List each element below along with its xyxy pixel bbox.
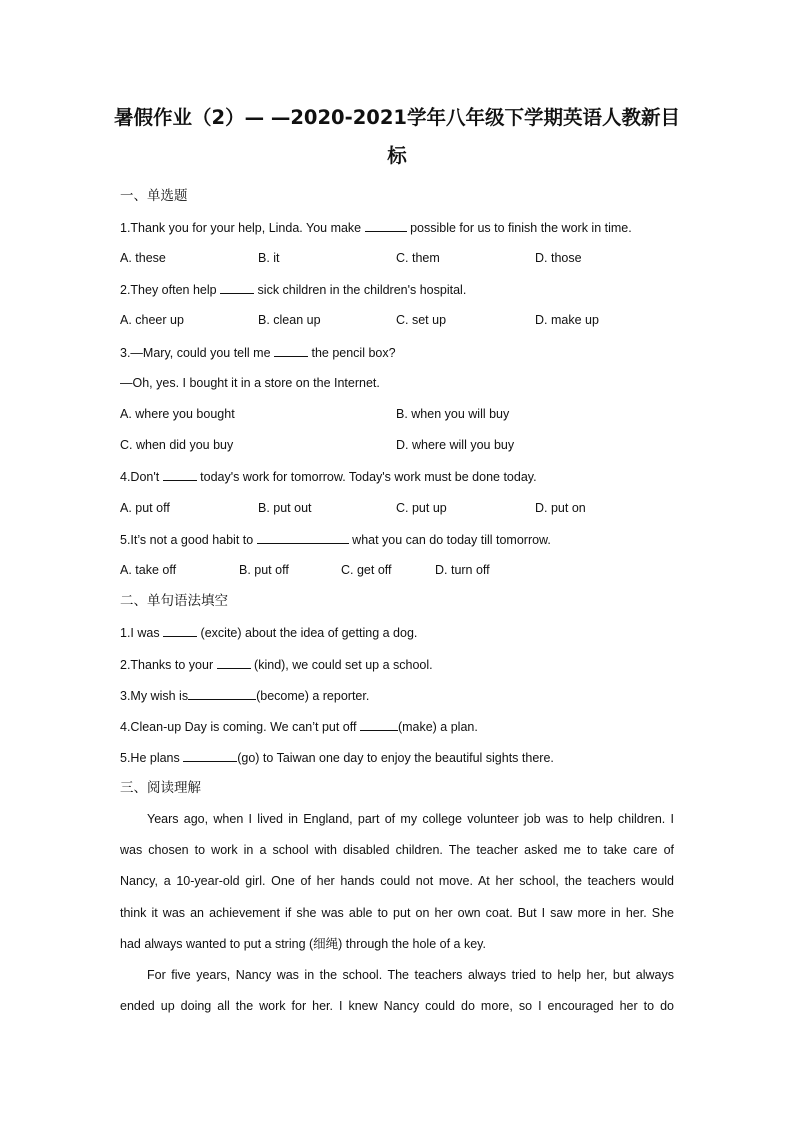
answer-blank (257, 531, 349, 544)
answer-blank (217, 656, 251, 669)
answer-blank (163, 468, 197, 481)
paragraph-line: Years ago, when I lived in England, part of my college volunteer job was to help children. I (147, 812, 674, 826)
q3-option-c: C. when did you buy (120, 438, 234, 452)
section-heading-grammar-fill: 二、单句语法填空 (120, 593, 228, 609)
q2-option-c: C. set up (396, 313, 447, 327)
grammar-item-1: 1.I was (excite) about the idea of getting a dog. (120, 626, 418, 640)
answer-blank (163, 624, 197, 637)
reading-paragraph-2 (120, 960, 674, 1022)
question-3-reply: —Oh, yes. I bought it in a store on the Internet. (120, 376, 380, 390)
paragraph-line: think it was an achievement if she was able to put on her own coat. But I saw more in her. She (120, 905, 674, 920)
q3-option-a: A. where you bought (120, 407, 235, 421)
q2-option-d: D. make up (535, 313, 599, 327)
paragraph-line: had always wanted to put a string (细绳) through the hole of a key. (120, 936, 486, 951)
answer-blank (220, 281, 254, 294)
q1-option-b: B. it (258, 251, 280, 265)
paragraph-line: For five years, Nancy was in the school. The teachers always tried to help her, but always (147, 968, 674, 982)
answer-blank (188, 687, 256, 700)
q4-option-b: B. put out (258, 501, 312, 515)
q1-option-c: C. them (396, 251, 440, 265)
document-title (100, 99, 694, 175)
question-3: 3.—Mary, could you tell me the pencil box? (120, 346, 396, 360)
q5-option-b: B. put off (239, 563, 289, 577)
paragraph-line: was chosen to work in a school with disabled children. The teacher asked me to take care of (120, 843, 674, 858)
q4-option-c: C. put up (396, 501, 447, 515)
q1-option-a: A. these (120, 251, 166, 265)
q3-option-d: D. where will you buy (396, 438, 515, 452)
paragraph-line: Nancy, a 10-year-old girl. One of her hands could not move. At her school, the teachers would (120, 874, 674, 889)
q5-option-d: D. turn off (435, 563, 490, 577)
question-5: 5.It’s not a good habit to what you can do today till tomorrow. (120, 533, 551, 547)
q1-option-d: D. those (535, 251, 582, 265)
q5-option-a: A. take off (120, 563, 177, 577)
title-line-1: 暑假作业（2）— —2020-2021学年八年级下学期英语人教新目 (114, 106, 680, 129)
q2-option-a: A. cheer up (120, 313, 184, 327)
q4-option-a: A. put off (120, 501, 170, 515)
reading-paragraph-1 (120, 804, 674, 960)
q3-option-b: B. when you will buy (396, 407, 510, 421)
q5-option-c: C. get off (341, 563, 392, 577)
answer-blank (365, 219, 407, 232)
grammar-item-5: 5.He plans (go) to Taiwan one day to enjoy the beautiful sights there. (120, 751, 554, 765)
answer-blank (274, 344, 308, 357)
section-heading-reading: 三、阅读理解 (120, 780, 201, 796)
paragraph-line: ended up doing all the work for her. I knew Nancy could do more, so I encouraged her to do (120, 999, 674, 1014)
question-4: 4.Don't today's work for tomorrow. Today's work must be done today. (120, 470, 537, 484)
q4-option-d: D. put on (535, 501, 586, 515)
question-2: 2.They often help sick children in the children's hospital. (120, 283, 467, 297)
title-line-2: 标 (387, 144, 407, 167)
grammar-item-3: 3.My wish is (become) a reporter. (120, 689, 370, 703)
question-1: 1.Thank you for your help, Linda. You make possible for us to finish the work in time. (120, 221, 632, 235)
grammar-item-4: 4.Clean-up Day is coming. We can’t put off (make) a plan. (120, 720, 478, 734)
answer-blank (360, 718, 398, 731)
answer-blank (183, 749, 237, 762)
grammar-item-2: 2.Thanks to your (kind), we could set up a school. (120, 658, 433, 672)
q2-option-b: B. clean up (258, 313, 321, 327)
section-heading-single-choice: 一、单选题 (120, 188, 188, 204)
